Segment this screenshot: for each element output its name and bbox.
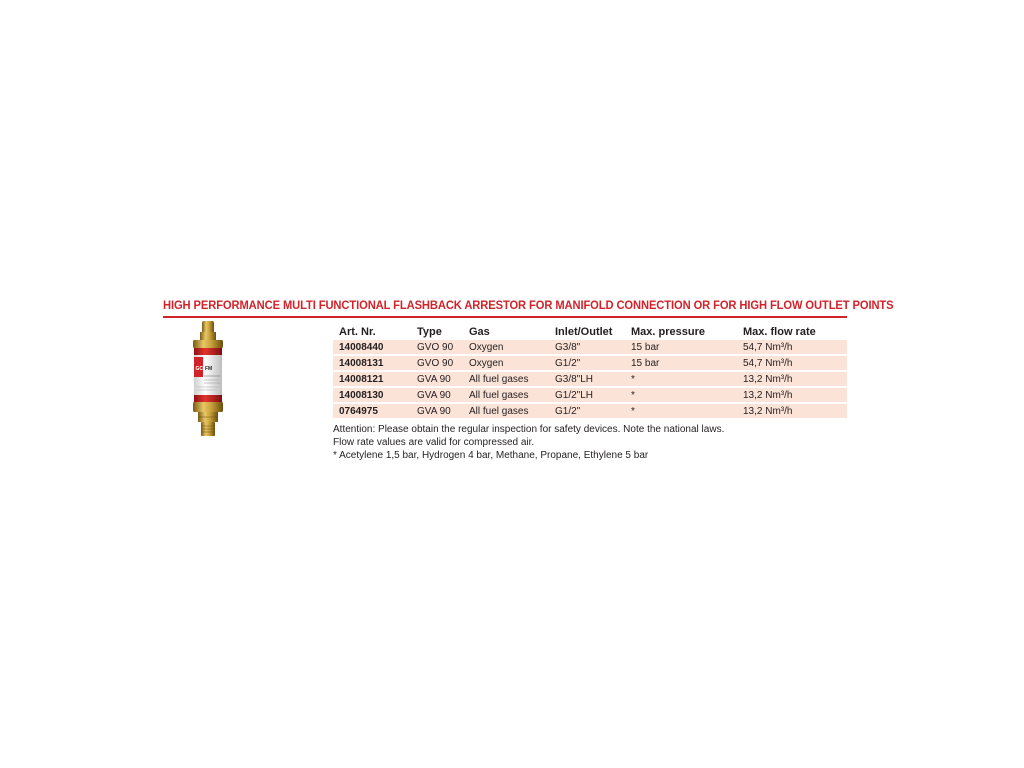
cell-inlet-outlet: G1/2"LH [555,388,631,404]
flashback-arrestor-image [183,320,233,440]
cell-gas: All fuel gases [469,388,555,404]
cell-type: GVA 90 [417,404,469,420]
cell-art-nr: 14008131 [333,356,417,372]
header-max-pressure: Max. pressure [631,326,705,338]
cell-max-flow-rate: 54,7 Nm³/h [743,340,847,356]
section-heading: HIGH PERFORMANCE MULTI FUNCTIONAL FLASHBACK ARRESTOR FOR MANIFOLD CONNECTION OR FOR HIGH FLOW OUTLET POINTS [163,298,894,312]
cell-inlet-outlet: G1/2" [555,404,631,420]
table-header-row [333,324,847,340]
cell-type: GVA 90 [417,388,469,404]
cell-max-pressure: 15 bar [631,340,743,356]
cell-max-flow-rate: 13,2 Nm³/h [743,372,847,388]
label-model-text: FM [205,366,213,372]
cell-art-nr: 14008440 [333,340,417,356]
label-brand-text: GCE [195,366,207,372]
header-inlet-outlet: Inlet/Outlet [555,326,613,338]
cell-max-pressure: 15 bar [631,356,743,372]
attention-note: Attention: Please obtain the regular inspection for safety devices. Note the national laws. [333,424,725,435]
table-row [333,356,847,372]
cell-inlet-outlet: G3/8" [555,340,631,356]
cell-art-nr: 14008130 [333,388,417,404]
cell-gas: All fuel gases [469,372,555,388]
table-row [333,340,847,356]
header-gas: Gas [469,326,490,338]
cell-gas: All fuel gases [469,404,555,420]
table-row [333,388,847,404]
notes-block [333,423,724,462]
cell-inlet-outlet: G3/8"LH [555,372,631,388]
cell-type: GVA 90 [417,372,469,388]
table-row [333,372,847,388]
cell-max-pressure: * [631,372,743,388]
cell-max-flow-rate: 13,2 Nm³/h [743,404,847,420]
cell-type: GVO 90 [417,340,469,356]
cell-type: GVO 90 [417,356,469,372]
heading-divider [163,316,847,318]
cell-gas: Oxygen [469,340,555,356]
flow-rate-note: Flow rate values are valid for compressed air. [333,437,535,448]
cell-max-pressure: * [631,388,743,404]
cell-art-nr: 0764975 [333,404,417,420]
cell-gas: Oxygen [469,356,555,372]
table-row [333,404,847,420]
header-type: Type [417,326,442,338]
cell-inlet-outlet: G1/2" [555,356,631,372]
cell-art-nr: 14008121 [333,372,417,388]
cell-max-pressure: * [631,404,743,420]
cell-max-flow-rate: 54,7 Nm³/h [743,356,847,372]
cell-max-flow-rate: 13,2 Nm³/h [743,388,847,404]
header-art-nr: Art. Nr. [339,326,376,338]
specifications-table [333,324,847,420]
header-max-flow-rate: Max. flow rate [743,326,816,338]
pressure-footnote: * Acetylene 1,5 bar, Hydrogen 4 bar, Methane, Propane, Ethylene 5 bar [333,450,649,461]
